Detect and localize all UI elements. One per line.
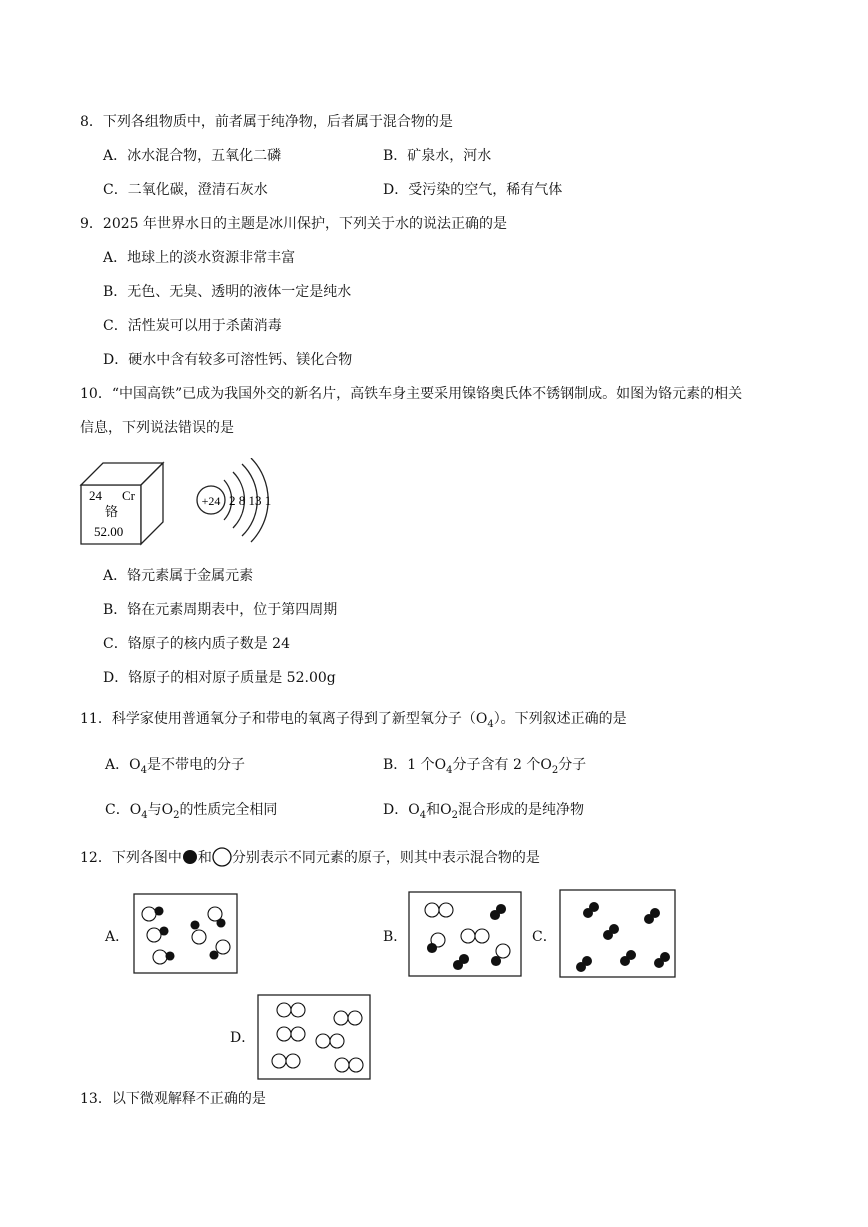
o4-formula: O xyxy=(475,711,488,727)
q12-stem: 12．下列各图中 和 分别表示不同元素的原子，则其中表示混合物的是 xyxy=(80,847,540,867)
chromium-figure xyxy=(78,458,298,548)
q10-stem-line2: 信息，下列说法错误的是 xyxy=(80,420,234,436)
q12-label-a: A． xyxy=(105,929,130,945)
q11-stem-post: ）。下列叙述正确的是 xyxy=(493,711,627,727)
q11-stem xyxy=(80,710,627,734)
q10-stem-line1: 10．“中国高铁”已成为我国外交的新名片，高铁车身主要采用镍铬奥氏体不锈钢制成。如图为铬元素的相关 xyxy=(80,386,743,402)
hollow-atom-icon xyxy=(212,847,232,867)
atomic-number: 24 xyxy=(89,488,102,503)
q11-option-a: A．$O_4$是不带电的分子 xyxy=(105,757,245,776)
q9-stem: 9．2025 年世界水日的主题是冰川保护，下列关于水的说法正确的是 xyxy=(80,216,507,232)
q8-option-b: B．矿泉水，河水 xyxy=(383,148,492,164)
q12-label-b: B． xyxy=(383,929,408,945)
q11-option-b: B．1 个$O_4$分子含有 2 个$O_2$分子 xyxy=(383,757,587,776)
q11-option-d: D．$O_4$和$O_2$混合形成的是纯净物 xyxy=(383,802,584,821)
q12-diagram-b xyxy=(408,891,523,978)
element-name: 铬 xyxy=(105,504,119,519)
q12-diagram-c xyxy=(559,889,677,979)
q12-diagram-a xyxy=(133,893,239,975)
atom-structure-diagram xyxy=(197,458,271,542)
element-symbol: Cr xyxy=(122,488,135,503)
q8-option-d: D．受污染的空气，稀有气体 xyxy=(383,182,563,198)
q10-option-d: D．铬原子的相对原子质量是 52.00g xyxy=(103,670,336,686)
nucleus-charge: +24 xyxy=(201,494,221,508)
o4-subscript: 4 xyxy=(487,718,494,730)
q12-label-c: C． xyxy=(532,929,557,945)
q10-option-b: B．铬在元素周期表中，位于第四周期 xyxy=(103,602,338,618)
filled-atom-icon xyxy=(182,849,198,865)
q11-option-c: C．$O_4$与$O_2$的性质完全相同 xyxy=(105,802,278,821)
q10-option-c: C．铬原子的核内质子数是 24 xyxy=(103,636,290,652)
q8-option-c: C．二氧化碳，澄清石灰水 xyxy=(103,182,268,198)
electron-shells: 2 8 13 1 xyxy=(229,493,272,508)
element-cube xyxy=(81,463,163,544)
q9-option-c: C．活性炭可以用于杀菌消毒 xyxy=(103,318,282,334)
q9-option-d: D．硬水中含有较多可溶性钙、镁化合物 xyxy=(103,352,353,368)
q8-stem: 8．下列各组物质中，前者属于纯净物，后者属于混合物的是 xyxy=(80,114,453,130)
q11-stem-pre: 11．科学家使用普通氧分子和带电的氧离子得到了新型氧分子（ xyxy=(80,711,476,727)
q12-diagram-d xyxy=(257,994,372,1081)
q9-option-b: B．无色、无臭、透明的液体一定是纯水 xyxy=(103,284,352,300)
q8-option-a: A．冰水混合物，五氧化二磷 xyxy=(103,148,282,164)
q9-option-a: A．地球上的淡水资源非常丰富 xyxy=(103,250,296,266)
q12-label-d: D． xyxy=(230,1030,256,1046)
atomic-mass: 52.00 xyxy=(94,524,124,539)
q10-option-a: A．铬元素属于金属元素 xyxy=(103,568,254,584)
q13-stem: 13．以下微观解释不正确的是 xyxy=(80,1091,266,1107)
